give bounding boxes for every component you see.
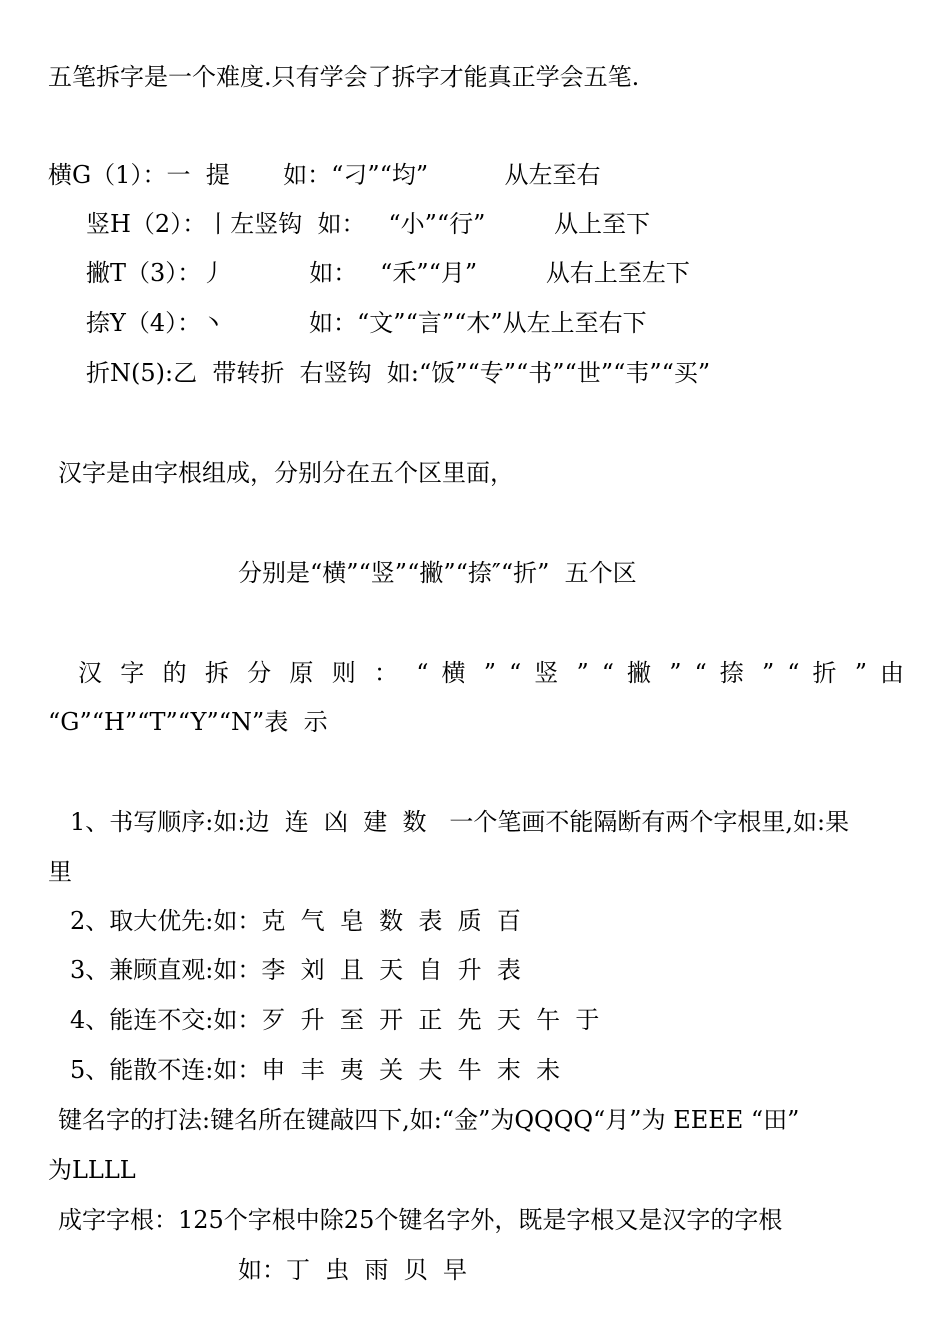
rule-2: 2、取大优先:如：克 气 皂 数 表 质 百	[70, 907, 521, 935]
stroke-line-pie: 撇T（3）：丿 如： “禾”“月” 从右上至左下	[86, 259, 690, 287]
principle-line-2: “G”“H”“T”“Y”“N”表 示	[48, 708, 328, 736]
stroke-line-zhe: 折N(5):乙 带转折 右竖钩 如:“饭”“专”“书”“世”“韦”“买”	[86, 359, 711, 387]
stroke-line-na: 捺Y（4）：丶 如：“文”“言”“木”从左上至右下	[86, 309, 647, 337]
intro-text: 五笔拆字是一个难度.只有学会了拆字才能真正学会五笔.	[48, 63, 640, 91]
principle-line-1: 汉 字 的 拆 分 原 则 ： “ 横 ” “ 竖 ” “ 撇 ” “ 捺 ” “ 折 ” 由	[78, 659, 904, 687]
rule-4: 4、能连不交:如：歹 升 至 开 正 先 天 午 于	[70, 1006, 600, 1034]
chengzi-examples: 如：丁 虫 雨 贝 早	[238, 1256, 468, 1284]
stroke-line-heng: 横G（1）：一 提 如：“刁”“均” 从左至右	[48, 161, 601, 189]
rule-1-line-1: 1、书写顺序:如:边 连 凶 建 数 一个笔画不能隔断有两个字根里,如:果	[70, 808, 850, 836]
keyname-line-2: 为LLLL	[48, 1156, 136, 1184]
composition-text: 汉字是由字根组成，分别分在五个区里面，	[58, 459, 514, 487]
rule-3: 3、兼顾直观:如：李 刘 且 天 自 升 表	[70, 956, 521, 984]
rule-1-line-2: 里	[48, 858, 72, 886]
stroke-line-shu: 竖H（2）：丨左竖钩 如： “小”“行” 从上至下	[86, 210, 651, 238]
zones-text: 分别是“横”“竖”“撇”“捺″“折” 五个区	[238, 559, 637, 587]
keyname-line-1: 键名字的打法:键名所在键敲四下,如:“金”为QQQQ“月”为 EEEE “田”	[58, 1106, 800, 1134]
rule-5: 5、能散不连:如：申 丰 夷 关 夫 牛 末 未	[70, 1056, 561, 1084]
chengzi-line-1: 成字字根：125个字根中除25个键名字外，既是字根又是汉字的字根	[58, 1206, 783, 1234]
